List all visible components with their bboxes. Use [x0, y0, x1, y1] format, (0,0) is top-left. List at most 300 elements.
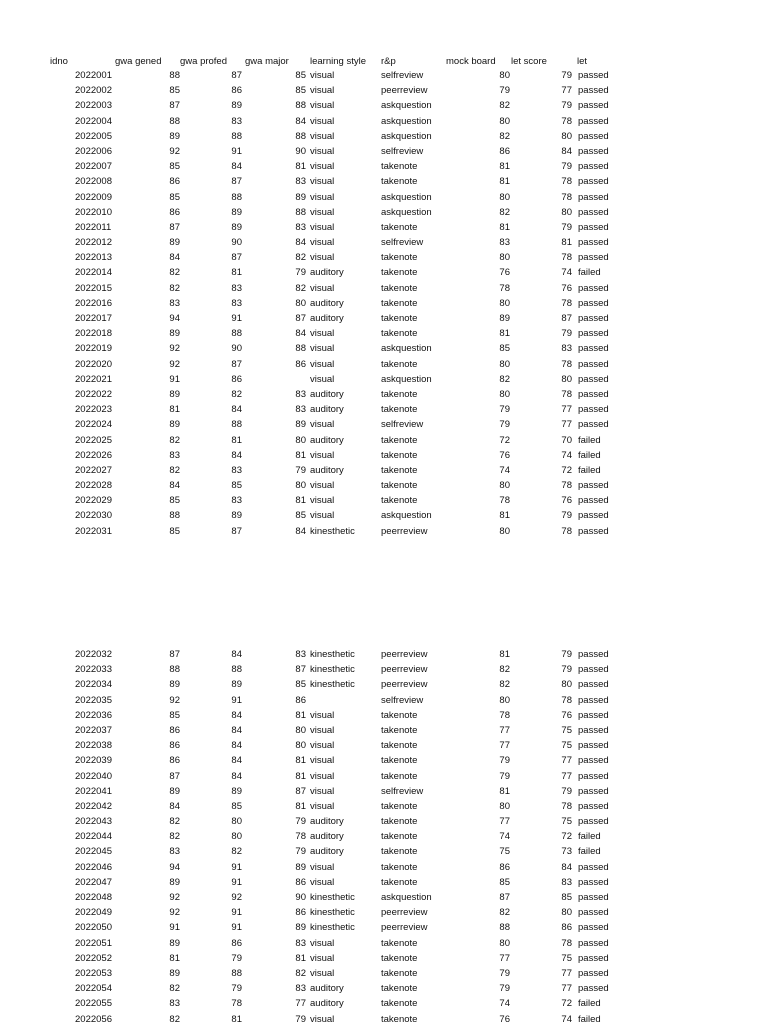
rp-cell: askquestion	[381, 892, 432, 903]
rp-cell: takenote	[381, 724, 418, 736]
id-cell: 2022023	[75, 404, 112, 416]
gwa-gened-cell: 82	[169, 983, 180, 995]
mock-board-cell: 81	[499, 510, 510, 522]
gwa-profed-cell: 82	[231, 846, 242, 858]
mock-board-cell: 85	[499, 876, 510, 888]
gwa-gened-cell: 94	[169, 313, 180, 324]
gwa-major-cell: 81	[295, 800, 306, 812]
table-row	[0, 920, 768, 935]
id-cell: 2022054	[75, 983, 112, 995]
gwa-gened-cell: 84	[169, 800, 180, 812]
learning-style-cell: visual	[310, 724, 335, 736]
id-cell: 2022005	[75, 130, 112, 142]
learning-style-cell: visual	[310, 252, 335, 264]
gwa-gened-cell: 86	[169, 755, 180, 767]
let-score-cell: 80	[561, 373, 572, 385]
mock-board-cell: 89	[499, 313, 510, 324]
mock-board-cell: 80	[499, 70, 510, 81]
gwa-gened-cell: 84	[169, 480, 180, 492]
rp-cell: takenote	[381, 313, 418, 324]
gwa-profed-cell: 88	[231, 191, 242, 203]
learning-style-cell: visual	[310, 937, 335, 949]
gwa-profed-cell: 79	[231, 952, 242, 964]
mock-board-cell: 75	[499, 846, 510, 858]
let-score-cell: 78	[561, 480, 572, 492]
let-score-cell: 86	[561, 922, 572, 934]
gwa-major-cell: 82	[295, 967, 306, 979]
let-result-cell: failed	[578, 998, 601, 1010]
let-score-cell: 78	[561, 388, 572, 400]
rp-cell: takenote	[381, 709, 418, 721]
gwa-profed-cell: 83	[231, 297, 242, 309]
let-result-cell: failed	[578, 464, 601, 476]
gwa-major-cell: 80	[295, 480, 306, 492]
learning-style-cell: visual	[310, 740, 335, 752]
table-row	[0, 1012, 768, 1027]
gwa-gened-cell: 89	[169, 679, 180, 691]
gwa-profed-cell: 88	[231, 130, 242, 142]
id-cell: 2022003	[75, 100, 112, 112]
gwa-profed-cell: 87	[231, 358, 242, 370]
table-row	[0, 951, 768, 966]
gwa-gened-cell: 86	[169, 206, 180, 218]
let-result-cell: passed	[578, 816, 609, 828]
rp-cell: takenote	[381, 998, 418, 1010]
id-cell: 2022046	[75, 861, 112, 873]
let-result-cell: passed	[578, 176, 609, 188]
id-cell: 2022038	[75, 740, 112, 752]
gwa-gened-cell: 85	[169, 191, 180, 203]
mock-board-cell: 79	[499, 983, 510, 995]
let-result-cell: failed	[578, 831, 601, 843]
mock-board-cell: 87	[499, 892, 510, 903]
table-row	[0, 357, 768, 372]
id-cell: 2022017	[75, 313, 112, 324]
rp-cell: takenote	[381, 221, 418, 233]
learning-style-cell: kinesthetic	[310, 679, 355, 691]
gwa-profed-cell: 86	[231, 85, 242, 97]
table-row	[0, 159, 768, 174]
gwa-gened-cell: 82	[169, 1013, 180, 1025]
rp-cell: takenote	[381, 358, 418, 370]
gwa-major-cell: 88	[295, 343, 306, 355]
gwa-profed-cell: 86	[231, 373, 242, 385]
let-score-cell: 83	[561, 343, 572, 355]
mock-board-cell: 83	[499, 237, 510, 249]
gwa-profed-cell: 80	[231, 831, 242, 843]
let-result-cell: passed	[578, 252, 609, 264]
id-cell: 2022013	[75, 252, 112, 264]
learning-style-cell: visual	[310, 373, 335, 385]
gwa-gened-cell: 87	[169, 770, 180, 782]
learning-style-cell: auditory	[310, 464, 344, 476]
let-score-cell: 78	[561, 800, 572, 812]
id-cell: 2022039	[75, 755, 112, 767]
gwa-gened-cell: 88	[169, 115, 180, 127]
mock-board-cell: 82	[499, 907, 510, 919]
gwa-major-cell: 82	[295, 282, 306, 294]
let-score-cell: 73	[561, 846, 572, 858]
rp-cell: peerreview	[381, 85, 428, 97]
mock-board-cell: 77	[499, 740, 510, 752]
gwa-major-cell: 79	[295, 1013, 306, 1025]
rp-cell: takenote	[381, 952, 418, 964]
rp-cell: takenote	[381, 755, 418, 767]
let-score-cell: 83	[561, 876, 572, 888]
learning-style-cell: visual	[310, 861, 335, 873]
gwa-profed-cell: 87	[231, 525, 242, 537]
learning-style-cell: auditory	[310, 267, 344, 279]
id-cell: 2022027	[75, 464, 112, 476]
gwa-gened-cell: 89	[169, 785, 180, 797]
gwa-major-cell: 83	[295, 388, 306, 400]
rp-cell: peerreview	[381, 907, 428, 919]
gwa-gened-cell: 86	[169, 724, 180, 736]
rp-cell: takenote	[381, 404, 418, 416]
gwa-major-cell: 81	[295, 161, 306, 173]
learning-style-cell: visual	[310, 191, 335, 203]
table-row	[0, 723, 768, 738]
learning-style-cell: kinesthetic	[310, 664, 355, 676]
mock-board-cell: 80	[499, 937, 510, 949]
rp-cell: takenote	[381, 176, 418, 188]
gwa-profed-cell: 84	[231, 755, 242, 767]
table-row	[0, 905, 768, 920]
id-cell: 2022042	[75, 800, 112, 812]
gwa-gened-cell: 89	[169, 419, 180, 431]
learning-style-cell: visual	[310, 709, 335, 721]
mock-board-cell: 88	[499, 922, 510, 934]
gwa-profed-cell: 91	[231, 907, 242, 919]
gwa-gened-cell: 89	[169, 237, 180, 249]
let-score-cell: 87	[561, 313, 572, 324]
let-result-cell: passed	[578, 297, 609, 309]
mock-board-cell: 81	[499, 161, 510, 173]
let-score-cell: 79	[561, 100, 572, 112]
let-score-cell: 78	[561, 191, 572, 203]
gwa-gened-cell: 85	[169, 709, 180, 721]
table-row	[0, 844, 768, 859]
gwa-profed-cell: 91	[231, 861, 242, 873]
gwa-gened-cell: 86	[169, 740, 180, 752]
id-cell: 2022029	[75, 495, 112, 507]
table-row	[0, 190, 768, 205]
learning-style-cell: visual	[310, 967, 335, 979]
gwa-major-cell: 83	[295, 983, 306, 995]
rp-cell: takenote	[381, 831, 418, 843]
gwa-gened-cell: 87	[169, 221, 180, 233]
mock-board-cell: 77	[499, 952, 510, 964]
learning-style-cell: auditory	[310, 983, 344, 995]
rp-cell: peerreview	[381, 664, 428, 676]
let-result-cell: passed	[578, 679, 609, 691]
gwa-major-cell: 83	[295, 649, 306, 660]
let-result-cell: passed	[578, 404, 609, 416]
gwa-gened-cell: 86	[169, 176, 180, 188]
learning-style-cell: visual	[310, 115, 335, 127]
let-score-cell: 78	[561, 176, 572, 188]
mock-board-cell: 80	[499, 388, 510, 400]
let-score-cell: 78	[561, 525, 572, 537]
rp-cell: selfreview	[381, 70, 424, 81]
table-row	[0, 936, 768, 951]
learning-style-cell: visual	[310, 85, 335, 97]
learning-style-cell: visual	[310, 952, 335, 964]
mock-board-cell: 79	[499, 419, 510, 431]
gwa-profed-cell: 83	[231, 282, 242, 294]
gwa-major-cell: 89	[295, 922, 306, 934]
rp-cell: takenote	[381, 449, 418, 461]
id-cell: 2022015	[75, 282, 112, 294]
gwa-major-cell: 79	[295, 816, 306, 828]
mock-board-cell: 79	[499, 755, 510, 767]
gwa-profed-cell: 84	[231, 740, 242, 752]
gwa-profed-cell: 84	[231, 709, 242, 721]
header-rp: r&p	[381, 56, 396, 67]
gwa-gened-cell: 83	[169, 297, 180, 309]
table-row	[0, 769, 768, 784]
gwa-profed-cell: 87	[231, 252, 242, 264]
mock-board-cell: 82	[499, 130, 510, 142]
let-result-cell: passed	[578, 755, 609, 767]
table-row	[0, 98, 768, 113]
learning-style-cell: visual	[310, 449, 335, 461]
let-result-cell: passed	[578, 191, 609, 203]
rp-cell: takenote	[381, 434, 418, 446]
mock-board-cell: 82	[499, 679, 510, 691]
learning-style-cell: visual	[310, 206, 335, 218]
let-result-cell: passed	[578, 770, 609, 782]
mock-board-cell: 77	[499, 816, 510, 828]
table-row	[0, 311, 768, 326]
table-row	[0, 296, 768, 311]
id-cell: 2022044	[75, 831, 112, 843]
rp-cell: peerreview	[381, 679, 428, 691]
let-result-cell: passed	[578, 237, 609, 249]
id-cell: 2022004	[75, 115, 112, 127]
gwa-major-cell: 83	[295, 937, 306, 949]
mock-board-cell: 80	[499, 525, 510, 537]
table-row	[0, 493, 768, 508]
mock-board-cell: 82	[499, 206, 510, 218]
gwa-major-cell: 81	[295, 449, 306, 461]
learning-style-cell: visual	[310, 1013, 335, 1025]
gwa-profed-cell: 86	[231, 937, 242, 949]
gwa-profed-cell: 81	[231, 434, 242, 446]
table-row	[0, 753, 768, 768]
let-score-cell: 81	[561, 237, 572, 249]
header-idno: idno	[50, 56, 68, 67]
gwa-profed-cell: 88	[231, 328, 242, 340]
mock-board-cell: 80	[499, 358, 510, 370]
let-result-cell: passed	[578, 373, 609, 385]
id-cell: 2022035	[75, 694, 112, 706]
gwa-profed-cell: 89	[231, 206, 242, 218]
let-result-cell: passed	[578, 785, 609, 797]
let-score-cell: 78	[561, 937, 572, 949]
gwa-profed-cell: 83	[231, 464, 242, 476]
gwa-major-cell: 87	[295, 313, 306, 324]
let-result-cell: passed	[578, 70, 609, 81]
gwa-major-cell: 90	[295, 892, 306, 903]
let-result-cell: passed	[578, 130, 609, 142]
let-result-cell: passed	[578, 343, 609, 355]
gwa-profed-cell: 84	[231, 770, 242, 782]
gwa-major-cell: 81	[295, 709, 306, 721]
id-cell: 2022021	[75, 373, 112, 385]
gwa-gened-cell: 81	[169, 952, 180, 964]
let-score-cell: 75	[561, 816, 572, 828]
rp-cell: takenote	[381, 846, 418, 858]
mock-board-cell: 80	[499, 115, 510, 127]
gwa-gened-cell: 82	[169, 464, 180, 476]
table-row	[0, 524, 768, 539]
learning-style-cell: auditory	[310, 297, 344, 309]
let-result-cell: passed	[578, 664, 609, 676]
rp-cell: takenote	[381, 770, 418, 782]
table-row	[0, 860, 768, 875]
rp-cell: takenote	[381, 388, 418, 400]
table-row	[0, 83, 768, 98]
table-row	[0, 448, 768, 463]
let-score-cell: 74	[561, 1013, 572, 1025]
mock-board-cell: 81	[499, 221, 510, 233]
table-row	[0, 890, 768, 905]
let-score-cell: 79	[561, 328, 572, 340]
rp-cell: peerreview	[381, 525, 428, 537]
rp-cell: askquestion	[381, 191, 432, 203]
gwa-profed-cell: 84	[231, 649, 242, 660]
let-result-cell: passed	[578, 328, 609, 340]
let-result-cell: passed	[578, 525, 609, 537]
id-cell: 2022007	[75, 161, 112, 173]
learning-style-cell: auditory	[310, 404, 344, 416]
id-cell: 2022030	[75, 510, 112, 522]
let-result-cell: passed	[578, 649, 609, 660]
gwa-major-cell: 86	[295, 876, 306, 888]
data-block-2	[0, 647, 768, 1027]
let-result-cell: passed	[578, 495, 609, 507]
table-row	[0, 508, 768, 523]
mock-board-cell: 81	[499, 328, 510, 340]
let-score-cell: 80	[561, 679, 572, 691]
gwa-gened-cell: 84	[169, 252, 180, 264]
table-row	[0, 235, 768, 250]
id-cell: 2022020	[75, 358, 112, 370]
gwa-major-cell: 80	[295, 297, 306, 309]
gwa-profed-cell: 84	[231, 724, 242, 736]
id-cell: 2022019	[75, 343, 112, 355]
mock-board-cell: 79	[499, 967, 510, 979]
let-score-cell: 80	[561, 907, 572, 919]
rp-cell: takenote	[381, 161, 418, 173]
rp-cell: takenote	[381, 464, 418, 476]
gwa-profed-cell: 91	[231, 694, 242, 706]
gwa-major-cell: 79	[295, 846, 306, 858]
gwa-gened-cell: 91	[169, 373, 180, 385]
let-result-cell: passed	[578, 694, 609, 706]
let-result-cell: passed	[578, 313, 609, 324]
gwa-gened-cell: 83	[169, 998, 180, 1010]
learning-style-cell: visual	[310, 145, 335, 157]
let-result-cell: passed	[578, 358, 609, 370]
table-row	[0, 478, 768, 493]
let-score-cell: 79	[561, 785, 572, 797]
rp-cell: peerreview	[381, 922, 428, 934]
gwa-profed-cell: 84	[231, 404, 242, 416]
gwa-gened-cell: 91	[169, 922, 180, 934]
gwa-profed-cell: 83	[231, 115, 242, 127]
mock-board-cell: 74	[499, 464, 510, 476]
let-score-cell: 76	[561, 282, 572, 294]
gwa-major-cell: 84	[295, 237, 306, 249]
mock-board-cell: 79	[499, 85, 510, 97]
table-row	[0, 372, 768, 387]
learning-style-cell: visual	[310, 510, 335, 522]
gwa-major-cell: 83	[295, 404, 306, 416]
learning-style-cell: visual	[310, 876, 335, 888]
gwa-profed-cell: 91	[231, 876, 242, 888]
learning-style-cell: visual	[310, 221, 335, 233]
let-result-cell: failed	[578, 1013, 601, 1025]
rp-cell: askquestion	[381, 343, 432, 355]
mock-board-cell: 76	[499, 449, 510, 461]
rp-cell: takenote	[381, 495, 418, 507]
let-result-cell: passed	[578, 740, 609, 752]
table-row	[0, 129, 768, 144]
id-cell: 2022016	[75, 297, 112, 309]
gwa-gened-cell: 85	[169, 85, 180, 97]
learning-style-cell: visual	[310, 130, 335, 142]
rp-cell: takenote	[381, 861, 418, 873]
gwa-major-cell: 79	[295, 267, 306, 279]
header-row	[0, 55, 768, 69]
gwa-gened-cell: 89	[169, 967, 180, 979]
gwa-profed-cell: 87	[231, 70, 242, 81]
mock-board-cell: 80	[499, 480, 510, 492]
gwa-gened-cell: 85	[169, 161, 180, 173]
learning-style-cell: auditory	[310, 816, 344, 828]
id-cell: 2022011	[75, 221, 112, 233]
gwa-major-cell: 84	[295, 525, 306, 537]
gwa-gened-cell: 94	[169, 861, 180, 873]
id-cell: 2022010	[75, 206, 112, 218]
gwa-gened-cell: 89	[169, 388, 180, 400]
gwa-profed-cell: 80	[231, 816, 242, 828]
let-result-cell: passed	[578, 510, 609, 522]
gwa-major-cell: 85	[295, 85, 306, 97]
mock-board-cell: 77	[499, 724, 510, 736]
gwa-profed-cell: 92	[231, 892, 242, 903]
rp-cell: selfreview	[381, 237, 424, 249]
gwa-major-cell: 89	[295, 861, 306, 873]
let-score-cell: 78	[561, 694, 572, 706]
gwa-gened-cell: 92	[169, 343, 180, 355]
gwa-profed-cell: 87	[231, 176, 242, 188]
gwa-major-cell: 84	[295, 115, 306, 127]
gwa-profed-cell: 83	[231, 495, 242, 507]
gwa-gened-cell: 89	[169, 328, 180, 340]
learning-style-cell: visual	[310, 785, 335, 797]
id-cell: 2022050	[75, 922, 112, 934]
gwa-gened-cell: 88	[169, 70, 180, 81]
mock-board-cell: 80	[499, 191, 510, 203]
id-cell: 2022048	[75, 892, 112, 903]
mock-board-cell: 81	[499, 176, 510, 188]
header-let: let	[577, 56, 588, 67]
gwa-profed-cell: 90	[231, 343, 242, 355]
mock-board-cell: 72	[499, 434, 510, 446]
